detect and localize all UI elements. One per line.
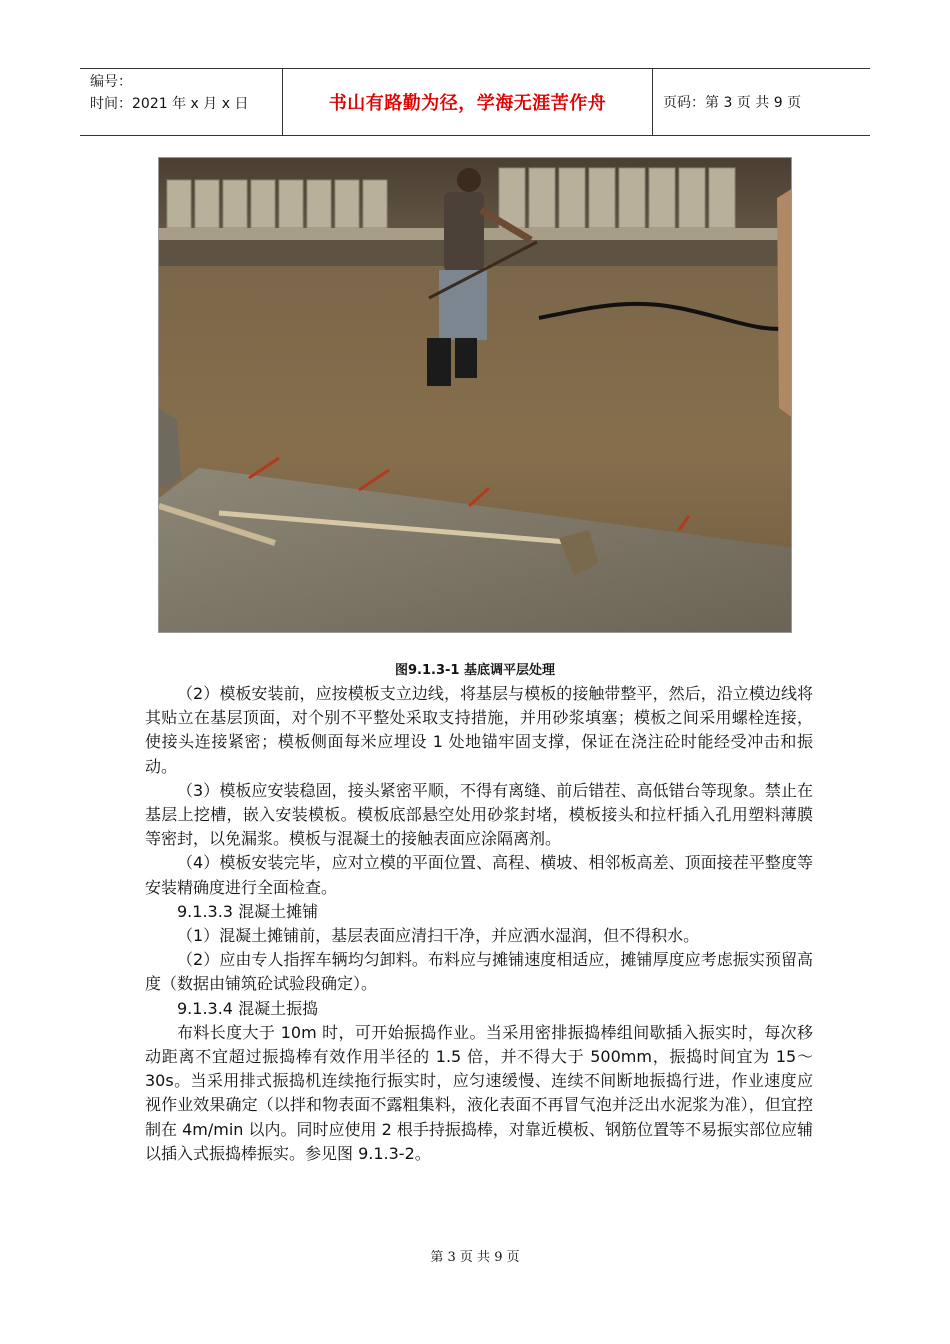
body-text (145, 682, 813, 1166)
photo-illustration (159, 158, 792, 633)
paragraph-template-install: （2）模板安装前，应按模板支立边线，将基层与模板的接触带整平，然后，沿立模边线将其贴立在基层顶面，对个别不平整处采取支持措施，并用砂浆填塞；模板之间采用螺栓连接，使接头连接紧密；模板侧面每米应埋设 1 处地锚牢固支撑，保证在浇注砼时能经受冲击和振动。 (145, 684, 813, 776)
header-motto: 书山有路勤为径，学海无涯苦作舟 (328, 93, 607, 114)
construction-photo (158, 157, 792, 633)
paragraph-paving-2: （2）应由专人指挥车辆均匀卸料。布料应与摊铺速度相适应，摊铺厚度应考虑振实预留高度（数据由铺筑砼试验段确定）。 (145, 950, 813, 994)
header-page-info-cell (653, 69, 870, 135)
figure-caption: 图9.1.3-1 基底调平层处理 (395, 663, 555, 678)
page-footer: 第 3 页 共 9 页 (430, 1250, 520, 1265)
section-heading-paving: 9.1.3.3 混凝土摊铺 (177, 901, 319, 921)
paragraph-paving-1: （1）混凝土摊铺前，基层表面应清扫干净，并应洒水湿润，但不得积水。 (177, 926, 700, 946)
serial-label: 编号： (90, 74, 132, 90)
header-meta (80, 69, 283, 135)
header-page-info: 页码：第 3 页 共 9 页 (663, 95, 802, 111)
page-header (80, 68, 870, 136)
paragraph-vibration: 布料长度大于 10m 时，可开始振捣作业。当采用密排振捣棒组间歇插入振实时，每次移动距离不宜超过振捣棒有效作用半径的 1.5 倍，并不得大于 500mm，振捣时间宜为 15～30s。当采用排式振捣机连续拖行振实时，应匀速缓慢、连续不间断地振捣行进，作业速度应视作业效果确定（以拌和物表面不露粗集料，液化表面不再冒气泡并泛出水泥浆为准），但宜控制在 4m/min 以内。同时应使用 2 根手持振捣棒，对靠近模板、钢筋位置等不易振实部位应辅以插入式振捣棒振实。参见图 9.1.3-2。 (145, 1022, 813, 1163)
paragraph-template-stability: （3）模板应安装稳固，接头紧密平顺，不得有离缝、前后错茬、高低错台等现象。禁止在基层上挖槽，嵌入安装模板。模板底部悬空处用砂浆封堵，模板接头和拉杆插入孔用塑料薄膜等密封，以免漏浆。模板与混凝土的接触表面应涂隔离剂。 (145, 780, 813, 849)
paragraph-template-inspection: （4）模板安装完毕，应对立模的平面位置、高程、横坡、相邻板高差、顶面接茬平整度等安装精确度进行全面检查。 (145, 853, 813, 897)
header-motto-cell (283, 69, 653, 135)
section-heading-vibration: 9.1.3.4 混凝土振捣 (177, 998, 319, 1018)
date-line: 时间：2021 年 x 月 x 日 (90, 96, 249, 112)
